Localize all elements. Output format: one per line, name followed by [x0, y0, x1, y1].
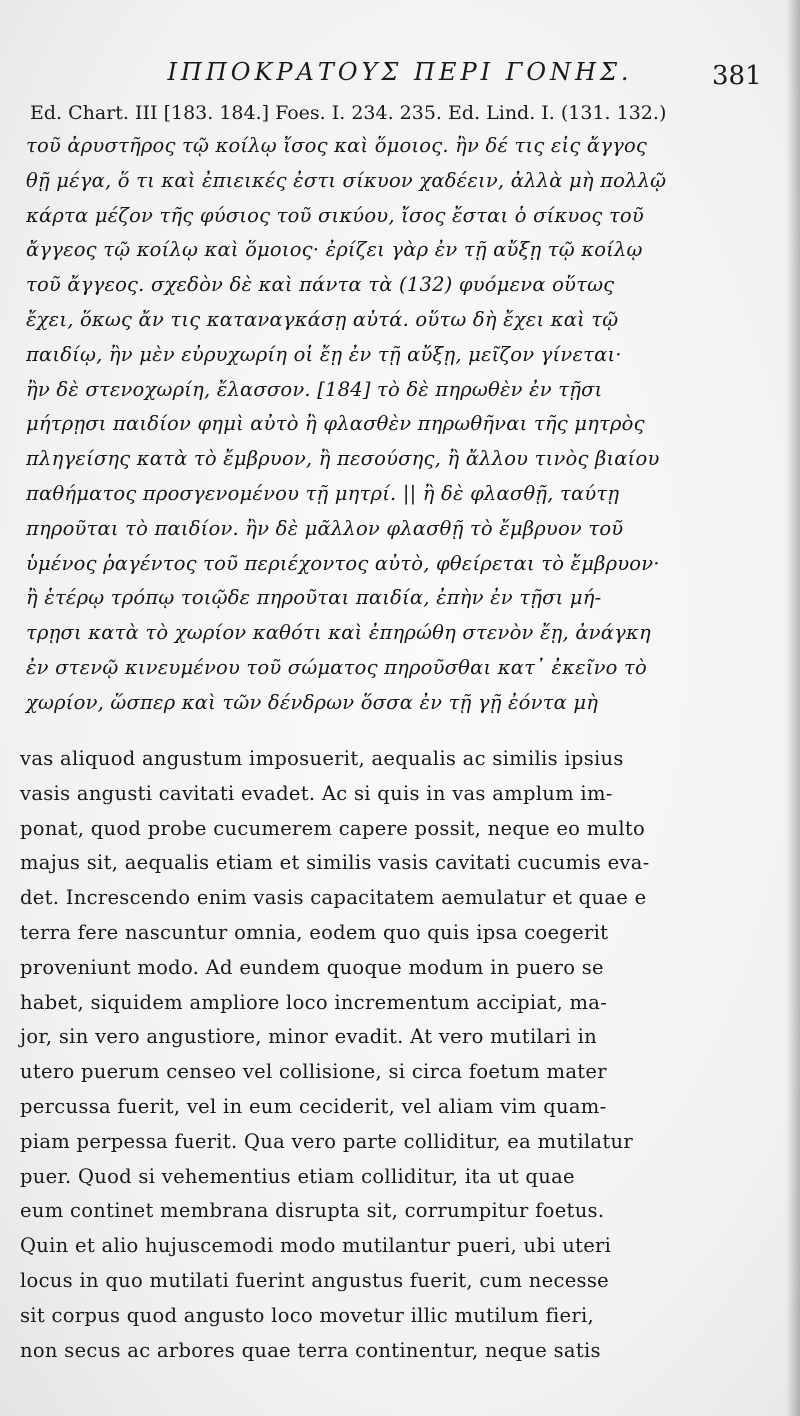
- greek-line: ἢν δὲ στενοχωρίη, ἔλασσον. [184] τὸ δὲ πηρωθὲν ἐν τῇσι: [26, 377, 603, 401]
- edition-reference-line: Ed. Chart. III [183. 184.] Foes. I. 234. 235. Ed. Lind. I. (131. 132.): [30, 102, 667, 124]
- latin-line: sit corpus quod angusto loco movetur illic mutilum fieri,: [20, 1303, 595, 1327]
- latin-line: proveniunt modo. Ad eundem quoque modum in puero se: [20, 955, 604, 979]
- greek-line: τοῦ ἀρυστῆρος τῷ κοίλῳ ἴσος καὶ ὅμοιος. ἢν δέ τις εἰς ἄγγος: [26, 134, 648, 157]
- latin-line: vas aliquod angustum imposuerit, aequalis ac similis ipsius: [20, 747, 624, 770]
- greek-line: χωρίον, ὥσπερ καὶ τῶν δένδρων ὅσσα ἐν τῇ γῇ ἐόντα μὴ: [26, 690, 599, 714]
- greek-line: παθήματος προσγενομένου τῇ μητρί. || ἢ δὲ φλασθῇ, ταύτῃ: [26, 481, 620, 505]
- latin-line: det. Increscendo enim vasis capacitatem aemulatur et quae e: [20, 886, 647, 910]
- greek-line: πληγείσης κατὰ τὸ ἔμβρυον, ἢ πεσούσης, ἢ ἄλλου τινὸς βιαίου: [26, 447, 660, 471]
- latin-line: habet, siquidem ampliore loco incrementum accipiat, ma-: [20, 990, 608, 1014]
- greek-line: ἢ ἑτέρῳ τρόπῳ τοιῷδε πηροῦται παιδία, ἐπὴν ἐν τῇσι μή-: [26, 586, 602, 610]
- latin-line: terra fere nascuntur omnia, eodem quo quis ipsa coegerit: [20, 920, 609, 944]
- latin-line: ponat, quod probe cucumerem capere possit, neque eo multo: [20, 816, 646, 840]
- greek-line: ἐν στενῷ κινευμένου τοῦ σώματος πηροῦσθαι κατ᾽ ἐκεῖνο τὸ: [26, 655, 647, 679]
- greek-line: πηροῦται τὸ παιδίον. ἢν δὲ μᾶλλον φλασθῇ τὸ ἔμβρυον τοῦ: [26, 516, 624, 540]
- latin-line: eum continet membrana disrupta sit, corrumpitur foetus.: [20, 1199, 605, 1223]
- greek-line: ἄγγεος τῷ κοίλῳ καὶ ὅμοιος· ἐρίζει γὰρ ἐν τῇ αὔξῃ τῷ κοίλῳ: [26, 238, 643, 262]
- latin-line: majus sit, aequalis etiam et similis vasis cavitati cucumis eva-: [20, 851, 650, 875]
- greek-line: μήτρῃσι παιδίον φημὶ αὐτὸ ἢ φλασθὲν πηρωθῆναι τῆς μητρὸς: [26, 412, 645, 436]
- greek-line: κάρτα μέζον τῆς φύσιος τοῦ σικύου, ἴσος ἔσται ὁ σίκυος τοῦ: [26, 203, 644, 227]
- greek-line: ὑμένος ῥαγέντος τοῦ περιέχοντος αὐτὸ, φθείρεται τὸ ἔμβρυον·: [26, 551, 660, 575]
- latin-line: Quin et alio hujuscemodi modo mutilantur pueri, ubi uteri: [20, 1234, 612, 1258]
- latin-text-block: [20, 742, 790, 1368]
- greek-line: τρῃσι κατὰ τὸ χωρίον καθότι καὶ ἐπηρώθη στενὸν ἔῃ, ἀνάγκη: [26, 621, 651, 645]
- latin-line: piam perpessa fuerit. Qua vero parte colliditur, ea mutilatur: [20, 1129, 633, 1153]
- greek-line: τοῦ ἄγγεος. σχεδὸν δὲ καὶ πάντα τὰ (132) φυόμενα οὕτως: [26, 273, 615, 297]
- page-number: 381: [712, 61, 762, 91]
- greek-text-block: [26, 129, 786, 721]
- latin-line: vasis angusti cavitati evadet. Ac si quis in vas amplum im-: [20, 781, 613, 805]
- greek-line: ἔχει, ὅκως ἄν τις καταναγκάσῃ αὐτά. οὕτω δὴ ἔχει καὶ τῷ: [26, 307, 619, 331]
- latin-line: non secus ac arbores quae terra continentur, neque satis: [20, 1338, 601, 1362]
- running-head: ΙΠΠΟΚΡΑΤΟΥΣ ΠΕΡΙ ΓΟΝΗΣ.: [167, 58, 633, 86]
- greek-line: παιδίῳ, ἢν μὲν εὐρυχωρίη οἱ ἔῃ ἐν τῇ αὔξῃ, μεῖζον γίνεται·: [26, 342, 622, 366]
- greek-line: θῇ μέγα, ὅ τι καὶ ἐπιεικές ἐστι σίκυον χαδέειν, ἀλλὰ μὴ πολλῷ: [26, 168, 667, 192]
- latin-line: utero puerum censeo vel collisione, si circa foetum mater: [20, 1060, 607, 1084]
- latin-line: jor, sin vero angustiore, minor evadit. At vero mutilari in: [20, 1025, 597, 1049]
- latin-line: locus in quo mutilati fuerint angustus fuerit, cum necesse: [20, 1268, 609, 1292]
- latin-line: percussa fuerit, vel in eum ceciderit, vel aliam vim quam-: [20, 1094, 607, 1118]
- latin-line: puer. Quod si vehementius etiam colliditur, ita ut quae: [20, 1164, 575, 1188]
